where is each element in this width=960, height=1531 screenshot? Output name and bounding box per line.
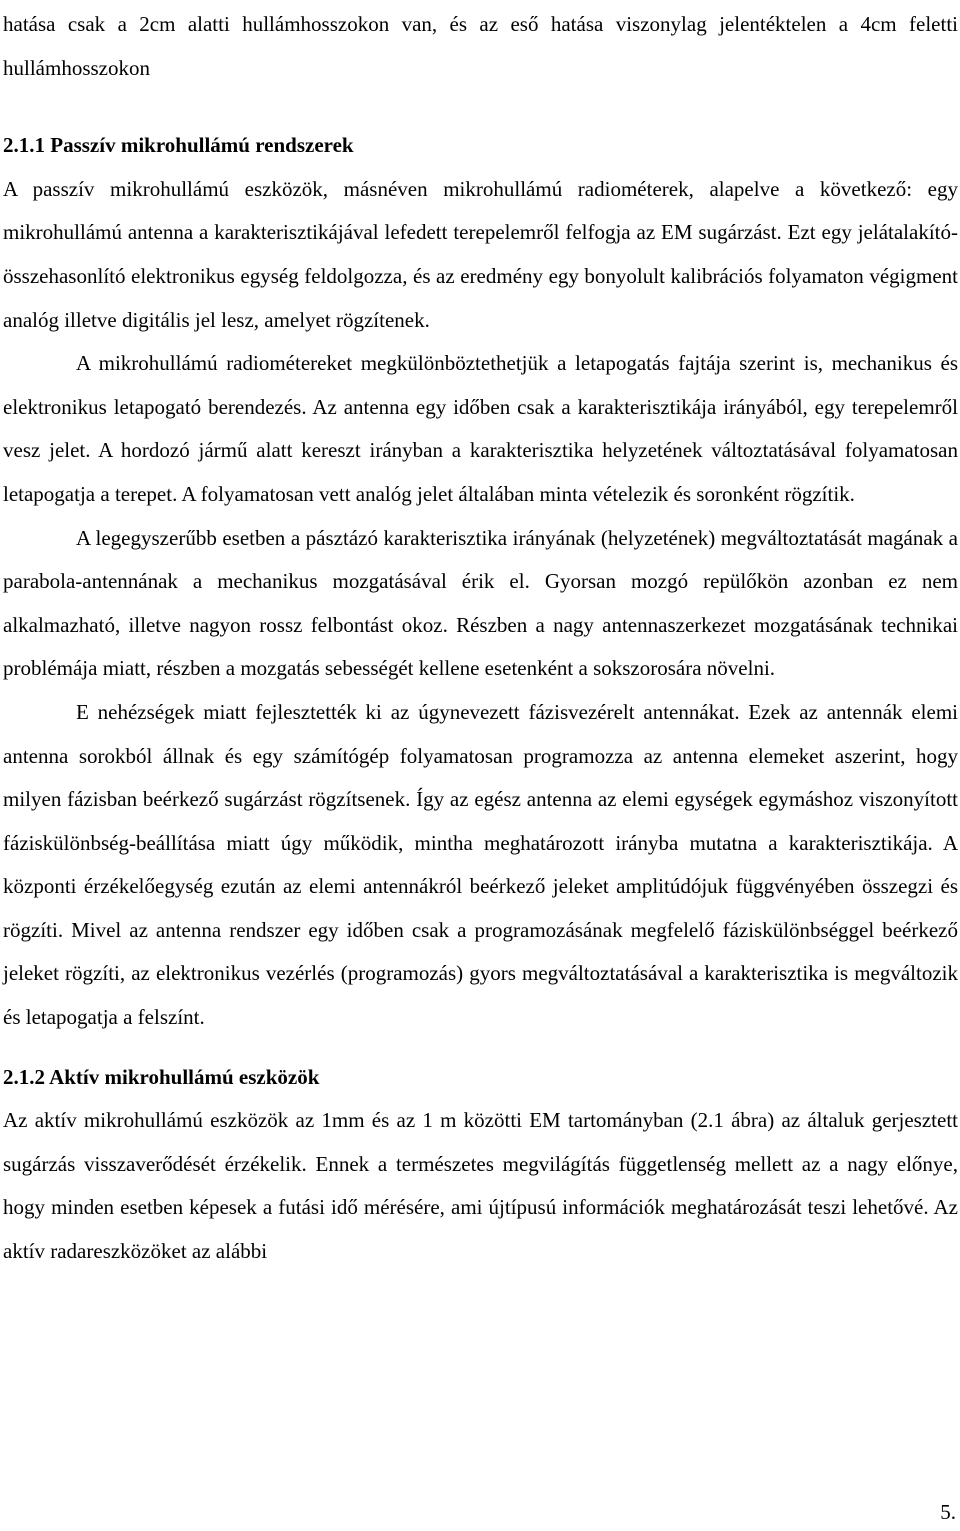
passive-paragraph-2: A mikrohullámú radiométereket megkülönböztethetjük a letapogatás fajtája szerint is, mechanikus és elektronikus letapogató berendezés. Az antenna egy időben csak a karakterisztikája irányából, egy terepelemről vesz jelet. A hordozó jármű alatt kereszt irányban a karakterisztika helyzetének változtatásával folyamatosan letapogatja a terepet. A folyamatosan vett analóg jelet általában minta vételezik és soronként rögzítik. bbox=[3, 351, 958, 506]
intro-paragraph: hatása csak a 2cm alatti hullámhosszokon van, és az eső hatása viszonylag jelentéktelen a 4cm feletti hullámhosszokon bbox=[3, 12, 958, 80]
section-heading-passive: 2.1.1 Passzív mikrohullámú rendszerek bbox=[3, 133, 354, 158]
passive-paragraph-4: E nehézségek miatt fejlesztették ki az úgynevezett fázisvezérelt antennákat. Ezek az antennák elemi antenna sorokból állnak és egy számítógép folyamatosan programozza az antenna elemeket aszerint, hogy milyen fázisban beérkező sugárzást rögzítsenek. Így az egész antenna az elemi egységek egymáshoz viszonyított fáziskülönbség-beállítása miatt úgy működik, mintha meghatározott irányba mutatna a karakterisztikája. A központi érzékelőegység ezután az elemi antennákról beérkező jeleket amplitúdójuk függvényében összegzi és rögzíti. Mivel az antenna rendszer egy időben csak a programozásának megfelelő fáziskülönbséggel beérkező jeleket rögzíti, az elektronikus vezérlés (programozás) gyors megváltoztatásával a karakterisztika is megváltozik és letapogatja a felszínt. bbox=[3, 699, 958, 1030]
document-body bbox=[3, 3, 958, 1274]
active-paragraph-1: Az aktív mikrohullámú eszközök az 1mm és az 1 m közötti EM tartományban (2.1 ábra) az általuk gerjesztett sugárzás visszaverődését érzékelik. Ennek a természetes megvilágítás függetlenség mellett az a nagy előnye, hogy minden esetben képesek a futási idő mérésére, ami újtípusú információk meghatározását teszi lehetővé. Az aktív radareszközöket az alábbi bbox=[3, 1108, 958, 1264]
page-number: 5. bbox=[940, 1500, 956, 1524]
passive-paragraph-1: A passzív mikrohullámú eszközök, másnéven mikrohullámú radiométerek, alapelve a következő: egy mikrohullámú antenna a karakterisztikájával lefedett terepelemről felfogja az EM sugárzást. Ezt egy jelátalakító-összehasonlító elektronikus egység feldolgozza, és az eredmény egy bonyolult kalibrációs folyamaton végigment analóg illetve digitális jel lesz, amelyet rögzítenek. bbox=[3, 176, 958, 332]
section-heading-active: 2.1.2 Aktív mikrohullámú eszközök bbox=[3, 1064, 320, 1089]
passive-paragraph-3: A legegyszerűbb esetben a pásztázó karakterisztika irányának (helyzetének) megváltoztatását magának a parabola-antennának a mechanikus mozgatásával érik el. Gyorsan mozgó repülőkön azonban ez nem alkalmazható, illetve nagyon rossz felbontást okoz. Részben a nagy antennaszerkezet mozgatásának technikai problémája miatt, részben a mozgatás sebességét kellene esetenként a sokszorosára növelni. bbox=[3, 525, 958, 681]
